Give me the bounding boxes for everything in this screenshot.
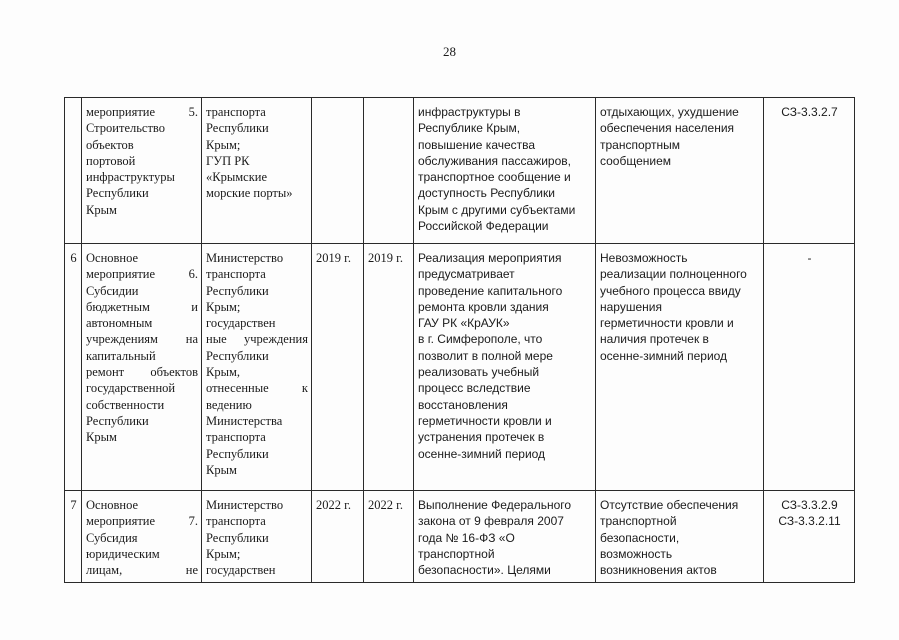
event-cell xyxy=(82,98,202,244)
executor-cell xyxy=(202,244,312,491)
table-row xyxy=(65,98,855,244)
event-line: инфраструктуры xyxy=(86,170,175,185)
end-year-cell: 2019 г. xyxy=(364,244,414,491)
executor-line: морские порты» xyxy=(206,186,293,201)
consequences-cell xyxy=(596,491,764,583)
codes-line: СЗ-3.3.2.9 xyxy=(781,498,838,512)
result-line: проведение капитального xyxy=(418,283,563,298)
executor-line: Республики xyxy=(206,121,269,136)
result-line: реализовать учебный xyxy=(418,365,540,380)
page-number: 28 xyxy=(443,44,456,59)
event-line: капитальный xyxy=(86,348,156,363)
end-year-cell: 2022 г. xyxy=(364,491,414,583)
event-line: юридическим xyxy=(86,546,160,561)
consequences-line: Невозможность xyxy=(600,251,688,265)
event-cell xyxy=(82,244,202,491)
executor-line: государствен xyxy=(206,316,276,331)
event-line: учреждениям на xyxy=(86,332,198,347)
start-year-cell xyxy=(312,98,364,244)
result-line: Республике Крым, xyxy=(418,121,521,136)
result-line: Крым с другими субъектами xyxy=(418,202,576,217)
consequences-line: осенне-зимний период xyxy=(600,348,728,363)
row-number: 6 xyxy=(65,244,82,491)
event-line: Субсидия xyxy=(86,530,138,545)
result-line: Реализация мероприятия xyxy=(418,251,562,265)
result-cell xyxy=(414,98,596,244)
executor-line: Крым; xyxy=(206,546,241,561)
executor-line: транспорта xyxy=(206,430,266,445)
event-line: Субсидии xyxy=(86,283,139,298)
executor-line: транспорта xyxy=(206,105,266,119)
event-line: Крым xyxy=(86,202,117,217)
event-line: бюджетным и xyxy=(86,299,198,314)
executor-line: ведению xyxy=(206,397,252,412)
consequences-line: реализации полноценного xyxy=(600,267,747,282)
indicator-codes-cell xyxy=(764,491,855,583)
executor-line: Крым xyxy=(206,462,237,477)
result-line: Российской Федерации xyxy=(418,219,549,234)
consequences-line: транспортной xyxy=(600,514,677,529)
executor-line: отнесенные к xyxy=(206,381,308,396)
row-number: 7 xyxy=(65,491,82,583)
result-cell xyxy=(414,491,596,583)
executor-cell xyxy=(202,98,312,244)
consequences-line: нарушения xyxy=(600,299,662,314)
start-year-cell: 2022 г. xyxy=(312,491,364,583)
result-line: транспортной xyxy=(418,546,495,561)
event-line: Крым xyxy=(86,430,117,445)
executor-line: Республики xyxy=(206,446,269,461)
consequences-line: отдыхающих, ухудшение xyxy=(600,105,739,119)
consequences-cell xyxy=(596,98,764,244)
consequences-line: возможность xyxy=(600,546,673,561)
executor-line: Крым, xyxy=(206,365,241,380)
table-row xyxy=(65,244,855,491)
executor-line: Министерство xyxy=(206,251,284,265)
event-line: Основное xyxy=(86,251,139,265)
executor-line: Крым; xyxy=(206,299,241,314)
consequences-cell xyxy=(596,244,764,491)
table-body xyxy=(65,98,855,583)
consequences-line: учебного процесса ввиду xyxy=(600,283,741,298)
event-line: Республики xyxy=(86,186,149,201)
result-line: предусматривает xyxy=(418,267,515,282)
result-line: закона от 9 февраля 2007 xyxy=(418,514,564,529)
event-line: портовой xyxy=(86,153,136,168)
result-line: ремонта кровли здания xyxy=(418,299,549,314)
result-line: доступность Республики xyxy=(418,186,555,201)
indicator-codes-cell xyxy=(764,98,855,244)
result-line: безопасности». Целями xyxy=(418,563,551,578)
event-line: государственной xyxy=(86,381,176,396)
codes-line: - xyxy=(807,251,812,265)
event-line: объектов xyxy=(86,137,134,152)
event-line: Основное xyxy=(86,498,139,512)
result-line: обслуживания пассажиров, xyxy=(418,153,571,168)
result-line: устранения протечек в xyxy=(418,430,545,445)
table-row xyxy=(65,491,855,583)
program-table xyxy=(64,97,855,583)
event-line: мероприятие 7. xyxy=(86,514,198,529)
executor-line: государствен xyxy=(206,563,276,578)
event-line: ремонт объектов xyxy=(86,365,198,380)
end-year-cell xyxy=(364,98,414,244)
result-line: восстановления xyxy=(418,397,508,412)
row-number xyxy=(65,98,82,244)
result-line: осенне-зимний период xyxy=(418,446,546,461)
result-line: года № 16-ФЗ «О xyxy=(418,530,515,545)
executor-cell xyxy=(202,491,312,583)
result-line: транспортное сообщение и xyxy=(418,170,571,185)
event-line: Строительство xyxy=(86,121,166,136)
executor-line: транспорта xyxy=(206,267,266,282)
result-line: позволит в полной мере xyxy=(418,348,553,363)
result-cell xyxy=(414,244,596,491)
result-line: ГАУ РК «КрАУК» xyxy=(418,316,510,331)
codes-line: СЗ-3.3.2.11 xyxy=(778,514,841,529)
event-line: Республики xyxy=(86,413,149,428)
codes-line: СЗ-3.3.2.7 xyxy=(781,105,838,119)
consequences-line: наличия протечек в xyxy=(600,332,709,347)
executor-line: транспорта xyxy=(206,514,266,529)
result-line: Выполнение Федерального xyxy=(418,498,572,512)
event-line: собственности xyxy=(86,397,165,412)
start-year-cell: 2019 г. xyxy=(312,244,364,491)
event-line: мероприятие 6. xyxy=(86,267,198,282)
result-line: процесс вследствие xyxy=(418,381,531,396)
consequences-line: Отсутствие обеспечения xyxy=(600,498,739,512)
consequences-line: обеспечения населения xyxy=(600,121,735,136)
consequences-line: возникновения актов xyxy=(600,563,717,578)
event-line: лицам, не xyxy=(86,563,198,578)
executor-line: Министерства xyxy=(206,413,283,428)
executor-line: ные учреждения xyxy=(206,332,308,347)
event-line: мероприятие 5. xyxy=(86,105,198,119)
consequences-line: транспортным xyxy=(600,137,681,152)
executor-line: ГУП РК xyxy=(206,153,250,168)
event-cell xyxy=(82,491,202,583)
result-line: инфраструктуры в xyxy=(418,105,521,119)
result-line: повышение качества xyxy=(418,137,536,152)
event-line: автономным xyxy=(86,316,153,331)
executor-line: «Крымские xyxy=(206,170,268,185)
executor-line: Министерство xyxy=(206,498,284,512)
consequences-line: герметичности кровли и xyxy=(600,316,734,331)
consequences-line: безопасности, xyxy=(600,530,680,545)
executor-line: Республики xyxy=(206,348,269,363)
result-line: герметичности кровли и xyxy=(418,413,552,428)
executor-line: Крым; xyxy=(206,137,241,152)
executor-line: Республики xyxy=(206,283,269,298)
executor-line: Республики xyxy=(206,530,269,545)
consequences-line: сообщением xyxy=(600,153,672,168)
indicator-codes-cell xyxy=(764,244,855,491)
result-line: в г. Симферополе, что xyxy=(418,332,543,347)
